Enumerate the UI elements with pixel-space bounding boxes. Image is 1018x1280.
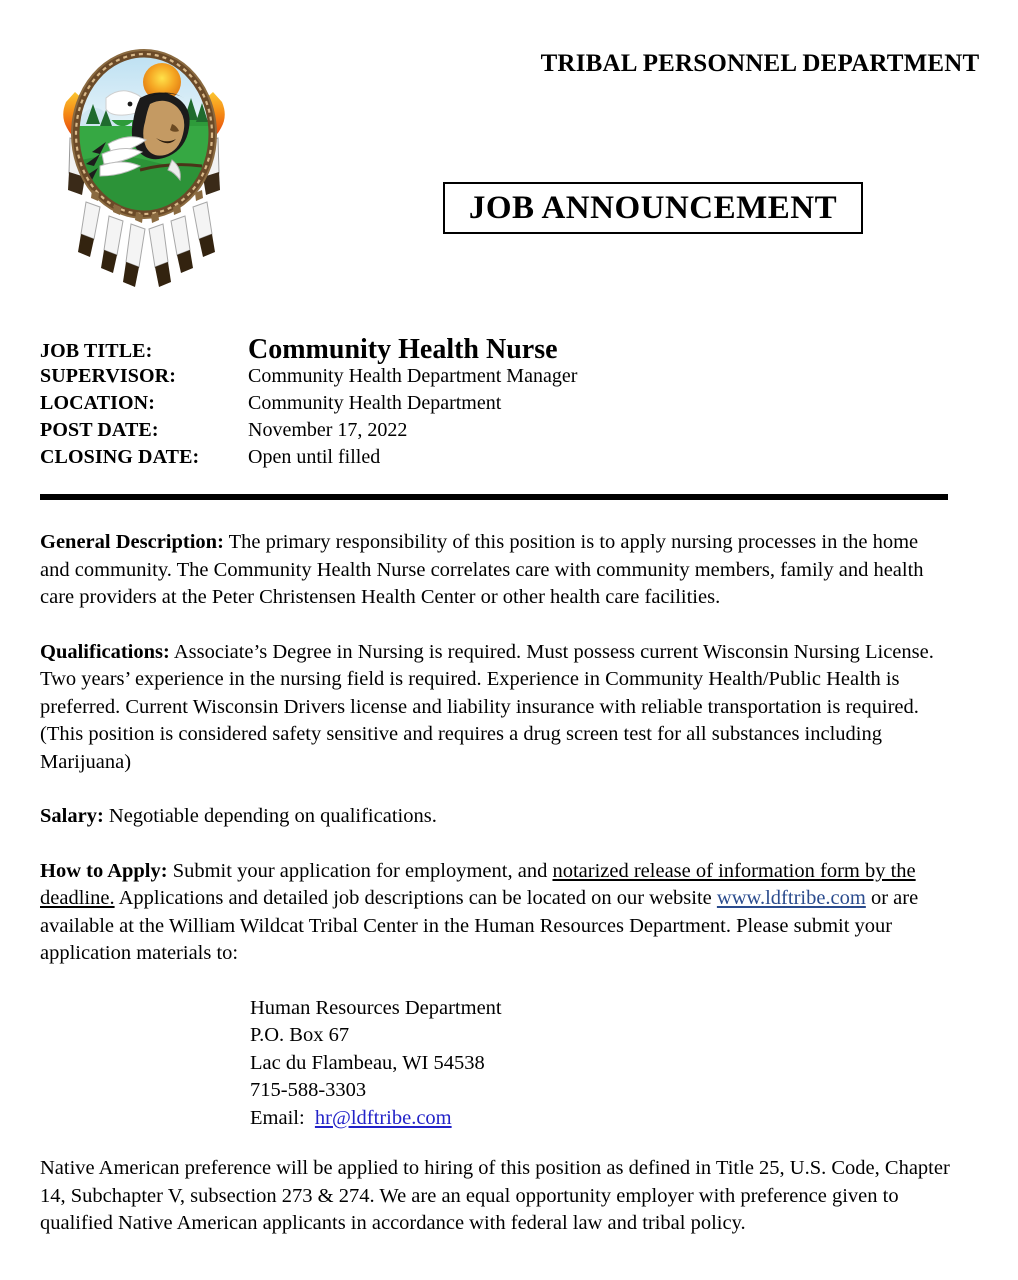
- meta-row-job-title: [40, 333, 940, 365]
- address-line-email: [250, 1105, 952, 1133]
- closing-text: Native American preference will be applied to hiring of this position as defined in Title 25, U.S. Code, Chapter 14, Subchapter V, subsection 273 & 274. We are an equal opportunity employer with preference given to qualified Native American applicants in accordance with federal law and tribal policy.: [40, 1157, 950, 1234]
- meta-row-supervisor: [40, 365, 940, 392]
- meta-label-location: LOCATION:: [40, 392, 155, 414]
- email-label: Email:: [250, 1106, 305, 1129]
- department-title: TRIBAL PERSONNEL DEPARTMENT: [540, 50, 980, 77]
- section-salary: [40, 803, 952, 831]
- email-spacer: [305, 1107, 315, 1129]
- tribal-seal-logo-icon: [44, 42, 244, 294]
- meta-row-closing-date: [40, 446, 940, 473]
- section-how-to-apply: [40, 858, 952, 968]
- how-to-apply-text-second: Applications and detailed job descriptions can be located on our website: [114, 887, 717, 909]
- how-to-apply-underlined-requirement: notarized release of information form by the deadline.: [40, 859, 916, 909]
- meta-value-job-title: Community Health Nurse: [248, 334, 558, 365]
- meta-label-post-date: POST DATE:: [40, 419, 159, 441]
- mailing-address-block: [250, 995, 952, 1133]
- address-line-department: Human Resources Department: [250, 996, 502, 1019]
- meta-row-location: [40, 392, 940, 419]
- general-description-heading: General Description:: [40, 531, 224, 553]
- meta-row-post-date: [40, 419, 940, 446]
- salary-heading: Salary:: [40, 805, 104, 827]
- how-to-apply-text-third: or are available at the William Wildcat Tribal Center in the Human Resources Department. Please submit your application materials to:: [40, 887, 919, 964]
- address-line-city-state-zip: Lac du Flambeau, WI 54538: [250, 1051, 485, 1074]
- salary-text: Negotiable depending on qualifications.: [103, 805, 437, 827]
- meta-value-supervisor: Community Health Department Manager: [248, 365, 578, 387]
- meta-value-post-date: November 17, 2022: [248, 419, 408, 441]
- meta-label-supervisor: SUPERVISOR:: [40, 365, 176, 387]
- document-header: [0, 0, 1018, 320]
- job-meta-list: [40, 333, 940, 473]
- address-line-po-box: P.O. Box 67: [250, 1024, 350, 1046]
- address-line-phone: 715-588-3303: [250, 1079, 367, 1101]
- meta-label-job-title: JOB TITLE:: [40, 340, 153, 362]
- email-link[interactable]: hr@ldftribe.com: [314, 1106, 452, 1129]
- general-description-text: The primary responsibility of this position is to apply nursing processes in the home and community. The Community Health Nurse correlates care with community members, family and health care providers at the Peter Christensen Health Center or other health care facilities.: [40, 531, 924, 608]
- section-general-description: [40, 529, 952, 612]
- qualifications-text: Associate’s Degree in Nursing is required. Must possess current Wisconsin Nursing License. Two years’ experience in the nursing field is required. Experience in Community Health/Public Health is preferred. Current Wisconsin Drivers license and liability insurance with reliable transportation is required. (This position is considered safety sensitive and requires a drug screen test for all substances including Marijuana): [40, 640, 934, 773]
- meta-label-closing-date: CLOSING DATE:: [40, 446, 200, 468]
- section-qualifications: [40, 639, 952, 777]
- meta-value-closing-date: Open until filled: [248, 446, 381, 468]
- section-native-american-preference: [40, 1155, 952, 1238]
- job-announcement-banner: [443, 182, 863, 234]
- horizontal-rule: [40, 494, 948, 500]
- document-body: [40, 529, 952, 1132]
- how-to-apply-text-first: Submit your application for employment, and: [167, 859, 553, 882]
- meta-value-location: Community Health Department: [248, 392, 502, 414]
- job-announcement-label: JOB ANNOUNCEMENT: [468, 189, 838, 226]
- how-to-apply-heading: How to Apply:: [40, 859, 168, 882]
- website-link[interactable]: www.ldftribe.com: [716, 887, 866, 909]
- qualifications-heading: Qualifications:: [40, 640, 170, 663]
